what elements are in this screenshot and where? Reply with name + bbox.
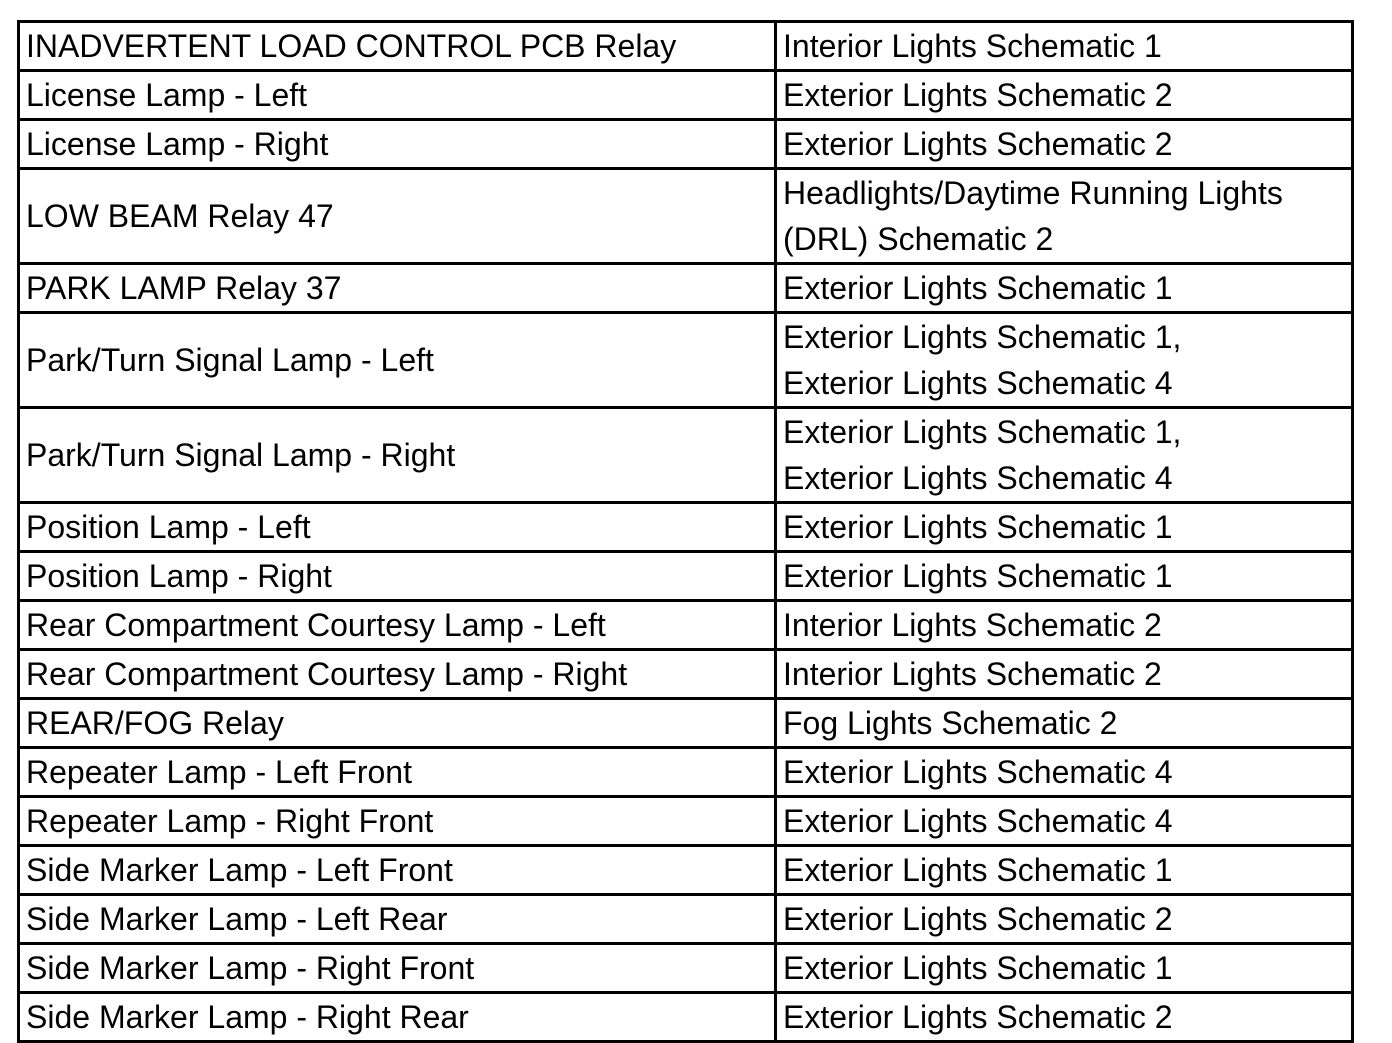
table-row	[19, 601, 1353, 650]
table-row	[19, 264, 1353, 313]
component-cell: Park/Turn Signal Lamp - Right	[19, 408, 776, 503]
schematic-reference-cell	[776, 650, 1353, 699]
schematic-reference-cell	[776, 169, 1353, 264]
schematic-reference-line: Exterior Lights Schematic 2	[783, 901, 1173, 937]
table-row	[19, 408, 1353, 503]
schematic-reference-cell	[776, 797, 1353, 846]
component-cell: License Lamp - Left	[19, 71, 776, 120]
component-cell: Side Marker Lamp - Left Front	[19, 846, 776, 895]
table-row	[19, 748, 1353, 797]
component-cell: Park/Turn Signal Lamp - Left	[19, 313, 776, 408]
component-cell: REAR/FOG Relay	[19, 699, 776, 748]
schematic-reference-cell	[776, 846, 1353, 895]
schematic-reference-cell	[776, 895, 1353, 944]
schematic-reference-line: Interior Lights Schematic 2	[783, 656, 1162, 692]
schematic-reference-line: Exterior Lights Schematic 1,	[783, 319, 1182, 355]
component-cell: Repeater Lamp - Left Front	[19, 748, 776, 797]
schematic-reference-line: Exterior Lights Schematic 1	[783, 270, 1173, 306]
schematic-reference-cell	[776, 503, 1353, 552]
schematic-reference-cell	[776, 944, 1353, 993]
table-row	[19, 503, 1353, 552]
component-cell: Position Lamp - Right	[19, 552, 776, 601]
schematic-reference-cell	[776, 408, 1353, 503]
schematic-reference-line: Exterior Lights Schematic 1	[783, 558, 1173, 594]
table-body	[19, 22, 1353, 1042]
component-locator-table-wrap	[17, 20, 1354, 1043]
schematic-reference-cell	[776, 71, 1353, 120]
schematic-reference-line: Exterior Lights Schematic 4	[783, 460, 1173, 496]
table-row	[19, 22, 1353, 71]
table-row	[19, 552, 1353, 601]
schematic-reference-line: Exterior Lights Schematic 1	[783, 509, 1173, 545]
schematic-reference-cell	[776, 601, 1353, 650]
table-row	[19, 120, 1353, 169]
schematic-reference-line: Exterior Lights Schematic 4	[783, 754, 1173, 790]
table-row	[19, 944, 1353, 993]
component-cell: Side Marker Lamp - Right Rear	[19, 993, 776, 1042]
component-cell: Side Marker Lamp - Left Rear	[19, 895, 776, 944]
schematic-reference-line: Interior Lights Schematic 2	[783, 607, 1162, 643]
table-row	[19, 846, 1353, 895]
schematic-reference-cell	[776, 313, 1353, 408]
schematic-reference-line: Exterior Lights Schematic 4	[783, 803, 1173, 839]
schematic-reference-cell	[776, 748, 1353, 797]
schematic-reference-line: Exterior Lights Schematic 1,	[783, 414, 1182, 450]
table-row	[19, 699, 1353, 748]
table-row	[19, 895, 1353, 944]
component-locator-table	[17, 20, 1354, 1043]
table-row	[19, 169, 1353, 264]
table-row	[19, 650, 1353, 699]
schematic-reference-line: Exterior Lights Schematic 2	[783, 77, 1173, 113]
table-row	[19, 313, 1353, 408]
schematic-reference-line: Exterior Lights Schematic 4	[783, 365, 1173, 401]
component-cell: INADVERTENT LOAD CONTROL PCB Relay	[19, 22, 776, 71]
schematic-reference-cell	[776, 993, 1353, 1042]
schematic-reference-cell	[776, 552, 1353, 601]
table-row	[19, 993, 1353, 1042]
schematic-reference-line: Fog Lights Schematic 2	[783, 705, 1118, 741]
schematic-reference-line: (DRL) Schematic 2	[783, 221, 1054, 257]
component-cell: Repeater Lamp - Right Front	[19, 797, 776, 846]
component-cell: Position Lamp - Left	[19, 503, 776, 552]
schematic-reference-line: Headlights/Daytime Running Lights	[783, 175, 1283, 211]
schematic-reference-cell	[776, 22, 1353, 71]
schematic-reference-cell	[776, 120, 1353, 169]
component-cell: PARK LAMP Relay 37	[19, 264, 776, 313]
component-cell: License Lamp - Right	[19, 120, 776, 169]
table-row	[19, 797, 1353, 846]
schematic-reference-line: Interior Lights Schematic 1	[783, 28, 1162, 64]
schematic-reference-cell	[776, 699, 1353, 748]
schematic-reference-line: Exterior Lights Schematic 2	[783, 999, 1173, 1035]
component-cell: Side Marker Lamp - Right Front	[19, 944, 776, 993]
schematic-reference-line: Exterior Lights Schematic 2	[783, 126, 1173, 162]
component-cell: Rear Compartment Courtesy Lamp - Left	[19, 601, 776, 650]
schematic-reference-line: Exterior Lights Schematic 1	[783, 950, 1173, 986]
component-cell: LOW BEAM Relay 47	[19, 169, 776, 264]
schematic-reference-cell	[776, 264, 1353, 313]
component-cell: Rear Compartment Courtesy Lamp - Right	[19, 650, 776, 699]
schematic-reference-line: Exterior Lights Schematic 1	[783, 852, 1173, 888]
table-row	[19, 71, 1353, 120]
